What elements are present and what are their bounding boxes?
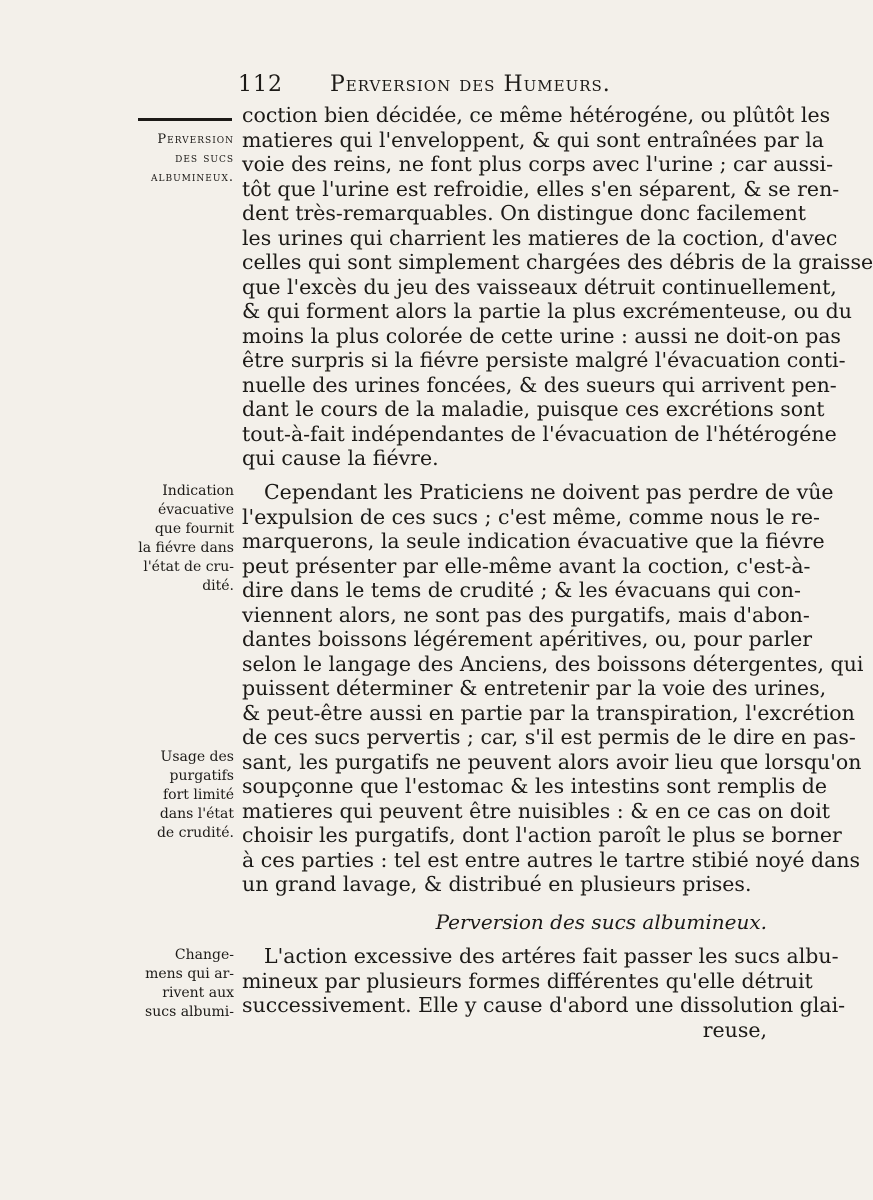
- text-line: puissent déterminer & entretenir par la voie des urines,: [242, 676, 827, 700]
- text-line: être surpris si la fiévre persiste malgré l'évacuation conti-: [242, 348, 846, 372]
- margin-note-line: rivent aux: [162, 985, 234, 1001]
- margin-note-line: la fiévre dans: [138, 540, 234, 556]
- margin-note-line: de crudité.: [156, 825, 234, 841]
- margin-note-perversion: [134, 130, 234, 187]
- text-line: selon le langage des Anciens, des boissons détergentes, qui: [242, 651, 864, 676]
- margin-note-indication: [134, 482, 234, 596]
- text-line: peut présenter par elle-même avant la coction, c'est-à-: [242, 553, 811, 578]
- margin-note-line: albumineux.: [150, 170, 234, 185]
- margin-note-line: des sucs: [175, 151, 234, 166]
- margin-note-line: que fournit: [154, 521, 234, 537]
- paragraph-first-line: Cependant les Praticiens ne doivent pas perdre de vûe: [264, 480, 834, 504]
- page-number: 112: [238, 72, 283, 97]
- text-line: que l'excès du jeu des vaisseaux détruit continuellement,: [242, 274, 837, 299]
- text-line: soupçonne que l'estomac & les intestins sont remplis de: [242, 774, 828, 798]
- margin-note-line: évacuative: [157, 502, 234, 518]
- margin-note-purgatifs: [134, 748, 234, 843]
- text-line: l'expulsion de ces sucs ; c'est même, comme nous le re-: [242, 504, 820, 529]
- page-header: [238, 72, 778, 102]
- margin-note-line: l'état de cru-: [143, 559, 234, 575]
- text-line: & qui forment alors la partie la plus excrémenteuse, ou du: [242, 299, 852, 323]
- text-line: matieres qui peuvent être nuisibles : & en ce cas on doit: [242, 798, 831, 823]
- margin-note-line: sucs albumi-: [145, 1004, 234, 1020]
- text-line: marquerons, la seule indication évacuative que la fiévre: [242, 529, 825, 553]
- text-line: successivement. Elle y cause d'abord une dissolution glai-: [242, 993, 846, 1017]
- text-line: & peut-être aussi en partie par la transpiration, l'excrétion: [242, 700, 855, 725]
- paragraph-first-line: L'action excessive des artéres fait passer les sucs albu-: [264, 944, 839, 968]
- text-line: moins la plus colorée de cette urine : aussi ne doit-on pas: [242, 323, 841, 348]
- text-line: à ces parties : tel est entre autres le tartre stibié noyé dans: [242, 847, 861, 872]
- margin-note-line: Perversion: [157, 132, 234, 147]
- text-line: tout-à-fait indépendantes de l'évacuation de l'hétérogéne: [242, 421, 837, 446]
- text-line: nuelle des urines foncées, & des sueurs qui arrivent pen-: [242, 372, 837, 397]
- running-title: Perversion des Humeurs.: [330, 72, 611, 97]
- margin-rule: [138, 118, 232, 121]
- text-line: coction bien décidée, ce même hétérogéne, ou plûtôt les: [242, 103, 831, 127]
- text-line: un grand lavage, & distribué en plusieurs prises.: [242, 872, 752, 896]
- margin-note-line: dans l'état: [159, 806, 234, 822]
- text-line: dantes boissons légérement apéritives, ou, pour parler: [242, 627, 813, 651]
- margin-note-line: Indication: [162, 483, 234, 499]
- text-line: sant, les purgatifs ne peuvent alors avoir lieu que lorsqu'on: [242, 749, 862, 774]
- text-line: voie des reins, ne font plus corps avec l'urine ; car aussi-: [242, 152, 834, 176]
- text-line: viennent alors, ne sont pas des purgatifs, mais d'abon-: [242, 602, 810, 627]
- margin-note-line: fort limité: [163, 787, 234, 803]
- margin-note-line: purgatifs: [169, 768, 234, 784]
- margin-note-line: Change-: [174, 947, 234, 963]
- text-line: dire dans le tems de crudité ; & les évacuans qui con-: [242, 578, 801, 602]
- text-line: mineux par plusieurs formes différentes qu'elle détruit: [242, 968, 813, 993]
- text-line: de ces sucs pervertis ; car, s'il est permis de le dire en pas-: [242, 725, 856, 749]
- catchword: reuse,: [702, 1017, 767, 1042]
- text-line: choisir les purgatifs, dont l'action paroît le plus se borner: [242, 823, 842, 847]
- margin-note-line: Usage des: [160, 749, 234, 765]
- text-line: tôt que l'urine est refroidie, elles s'en séparent, & se ren-: [242, 176, 840, 201]
- section-subheading: Perversion des sucs albumineux.: [435, 910, 767, 934]
- text-line: matieres qui l'enveloppent, & qui sont entraînées par la: [242, 127, 825, 152]
- text-line: dant le cours de la maladie, puisque ces excrétions sont: [242, 397, 825, 421]
- text-line: les urines qui charrient les matieres de la coction, d'avec: [242, 225, 838, 250]
- margin-note-line: dité.: [202, 578, 234, 594]
- text-line: dent très-remarquables. On distingue donc facilement: [242, 201, 807, 225]
- text-line: celles qui sont simplement chargées des débris de la graisse: [242, 250, 873, 274]
- margin-note-changemens: [134, 946, 234, 1022]
- text-line: qui cause la fiévre.: [242, 446, 439, 470]
- margin-note-line: mens qui ar-: [145, 966, 234, 982]
